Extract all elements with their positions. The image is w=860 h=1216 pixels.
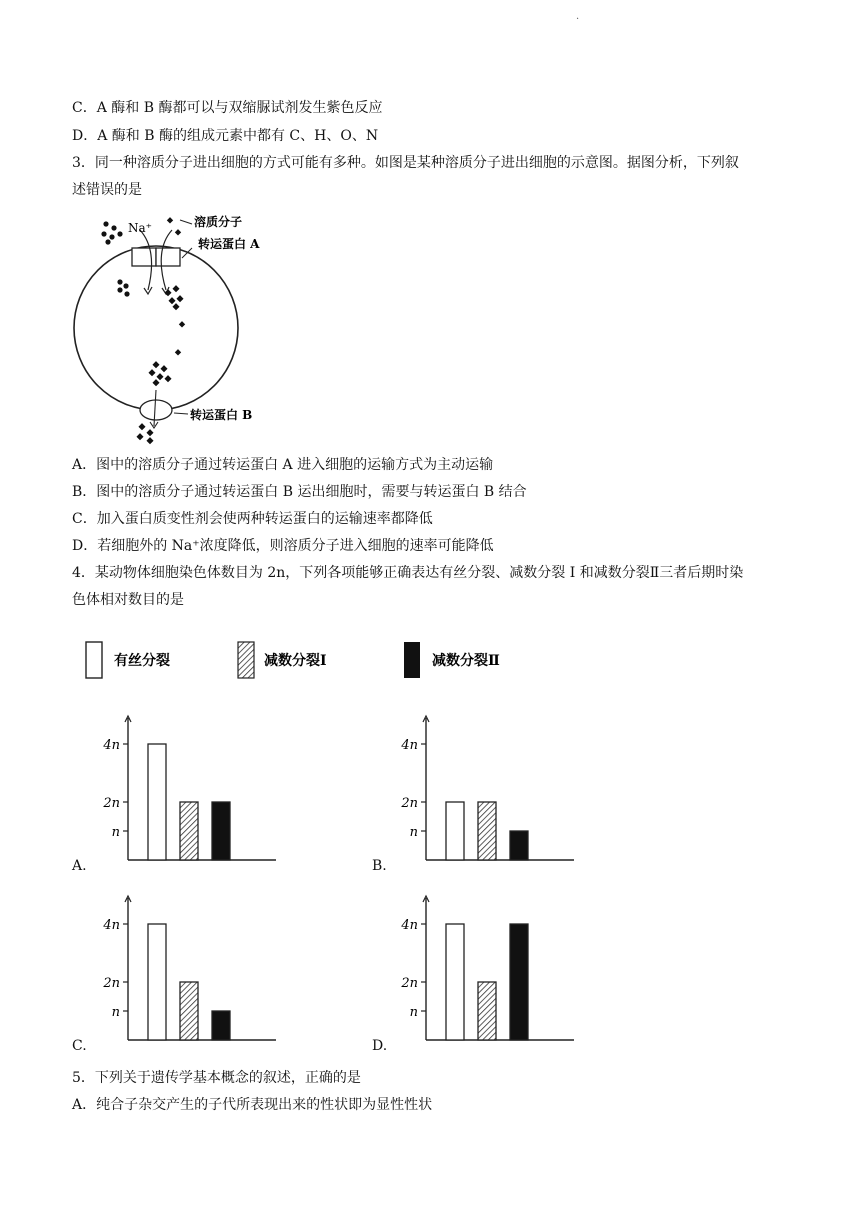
y-tick-label: 2n	[401, 976, 418, 991]
protein-b-label: 转运蛋白 B	[190, 408, 253, 422]
bar-mitosis	[148, 924, 166, 1040]
transport-protein-a	[132, 248, 156, 266]
q3-stem-line2: 述错误的是	[72, 182, 142, 198]
legend-label-mitosis: 有丝分裂	[114, 653, 170, 669]
y-tick-label: 4n	[401, 738, 418, 753]
q3-cell-diagram	[70, 210, 300, 450]
option-label-b: B.	[372, 858, 387, 874]
option-label-d: D.	[372, 1038, 388, 1054]
q3-option-a: A．图中的溶质分子通过转运蛋白 A 进入细胞的运输方式为主动运输	[72, 457, 494, 473]
chart-option-a	[100, 712, 280, 862]
y-tick-label: 4n	[103, 918, 120, 933]
bar-meiosis2	[212, 1011, 230, 1040]
bar-mitosis	[446, 924, 464, 1040]
na-label: Na⁺	[128, 221, 152, 235]
legend-label-meiosis2: 减数分裂Ⅱ	[432, 653, 500, 669]
y-tick-label: 2n	[401, 796, 418, 811]
legend-swatch-meiosis2	[404, 642, 420, 678]
legend-swatch-meiosis1	[238, 642, 254, 678]
bar-meiosis1	[180, 802, 198, 860]
bar-meiosis1	[478, 982, 496, 1040]
q4-legend	[80, 636, 540, 684]
page-mark: ·	[576, 14, 580, 25]
y-tick-label: 4n	[401, 918, 418, 933]
q4-stem-line1: 4．某动物体细胞染色体数目为 2n，下列各项能够正确表达有丝分裂、减数分裂 I 和减数分裂Ⅱ三者后期时染	[72, 565, 744, 581]
y-tick-label: 4n	[103, 738, 120, 753]
y-tick-label: n	[409, 1005, 418, 1020]
bar-meiosis2	[510, 831, 528, 860]
q4-stem-line2: 色体相对数目的是	[72, 592, 184, 608]
chart-option-b	[398, 712, 578, 862]
q3-stem-line1: 3．同一种溶质分子进出细胞的方式可能有多种。如图是某种溶质分子进出细胞的示意图。据图分析，下列叙	[72, 155, 739, 171]
y-tick-label: 2n	[103, 976, 120, 991]
y-tick-label: n	[111, 825, 120, 840]
q3-option-d: D．若细胞外的 Na⁺浓度降低，则溶质分子进入细胞的速率可能降低	[72, 538, 494, 554]
bar-mitosis	[148, 744, 166, 860]
legend-label-meiosis1: 减数分裂Ⅰ	[264, 653, 327, 669]
q3-option-c: C．加入蛋白质变性剂会使两种转运蛋白的运输速率都降低	[72, 511, 433, 527]
chart-option-c	[100, 892, 280, 1042]
bar-meiosis1	[478, 802, 496, 860]
q2-option-d: D．A 酶和 B 酶的组成元素中都有 C、H、O、N	[72, 128, 379, 144]
option-label-a: A.	[72, 858, 87, 874]
solute-label: 溶质分子	[194, 215, 243, 229]
na-ion-dots-outside	[101, 221, 122, 244]
bar-mitosis	[446, 802, 464, 860]
solute-molecules-inside	[148, 285, 185, 386]
q5-option-a: A．纯合子杂交产生的子代所表现出来的性状即为显性性状	[72, 1097, 433, 1113]
y-tick-label: n	[409, 825, 418, 840]
solute-molecules-exiting	[136, 423, 153, 444]
chart-option-d	[398, 892, 578, 1042]
option-label-c: C.	[72, 1038, 87, 1054]
y-tick-label: n	[111, 1005, 120, 1020]
q2-option-c: C．A 酶和 B 酶都可以与双缩脲试剂发生紫色反应	[72, 100, 383, 116]
q3-option-b: B．图中的溶质分子通过转运蛋白 B 运出细胞时，需要与转运蛋白 B 结合	[72, 484, 527, 500]
transport-protein-b	[140, 400, 172, 420]
q5-stem: 5．下列关于遗传学基本概念的叙述，正确的是	[72, 1070, 361, 1086]
bar-meiosis2	[510, 924, 528, 1040]
protein-a-label: 转运蛋白 A	[198, 237, 260, 251]
y-tick-label: 2n	[103, 796, 120, 811]
na-ion-dots-inside	[117, 279, 129, 296]
bar-meiosis1	[180, 982, 198, 1040]
legend-swatch-mitosis	[86, 642, 102, 678]
bar-meiosis2	[212, 802, 230, 860]
